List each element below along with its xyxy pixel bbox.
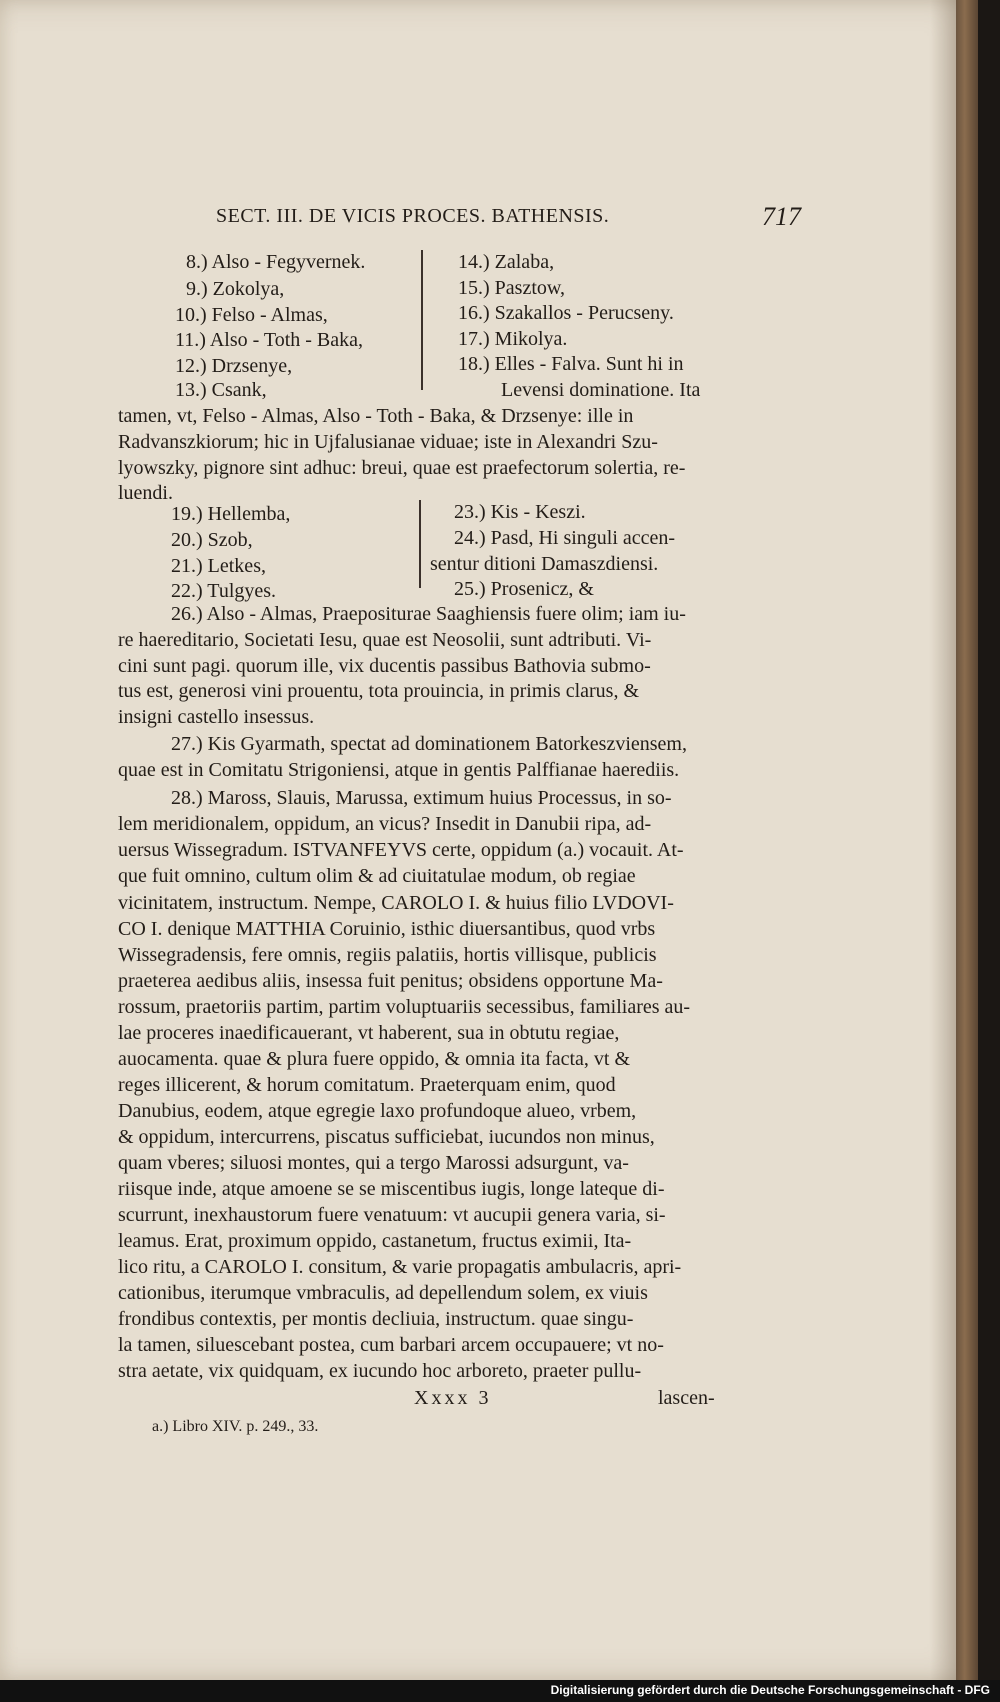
- text-line: praeterea aedibus aliis, insessa fuit penitus; obsidens opportune Ma-: [118, 970, 663, 992]
- text-line: re haereditario, Societati Iesu, quae est Neosolii, sunt adtributi. Vi-: [118, 629, 652, 651]
- list-item: 19.) Hellemba,: [171, 503, 291, 525]
- text-line: quam vberes; siluosi montes, qui a tergo Marossi adsurgunt, va-: [118, 1152, 629, 1174]
- text-line: reges illicerent, & horum comitatum. Praeterquam enim, quod: [118, 1074, 616, 1096]
- signature-mark: Xxxx 3: [414, 1387, 492, 1409]
- text-line: la tamen, siluescebant postea, cum barbari arcem occupauere; vt no-: [118, 1334, 664, 1356]
- text-line: Radvanszkiorum; hic in Ujfalusianae viduae; iste in Alexandri Szu-: [118, 431, 658, 453]
- text-line: Wissegradensis, fere omnis, regiis palatiis, hortis villisque, publicis: [118, 944, 657, 966]
- column-divider: [421, 250, 423, 390]
- list-item: 22.) Tulgyes.: [171, 580, 277, 602]
- list-item: Levensi dominatione. Ita: [501, 379, 701, 401]
- text-line: cationibus, iterumque vmbraculis, ad depellendum solem, ex viuis: [118, 1282, 648, 1304]
- text-line: quae est in Comitatu Strigoniensi, atque in gentis Palffianae haerediis.: [118, 759, 680, 781]
- text-line: 28.) Maross, Slauis, Marussa, extimum huius Processus, in so-: [171, 787, 672, 809]
- list-item: 24.) Pasd, Hi singuli accen-: [454, 527, 676, 549]
- list-item: 13.) Csank,: [175, 379, 267, 401]
- footnote: a.) Libro XIV. p. 249., 33.: [152, 1418, 319, 1435]
- text-line: tamen, vt, Felso - Almas, Also - Toth - Baka, & Drzsenye: ille in: [118, 405, 634, 427]
- text-line: que fuit omnino, cultum olim & ad ciuitatulae modum, ob regiae: [118, 865, 636, 887]
- text-line: lae proceres inaedificauerant, vt haberent, sua in obtutu regiae,: [118, 1022, 620, 1044]
- text-line: luendi.: [118, 482, 173, 504]
- running-title: SECT. III. DE VICIS PROCES. BATHENSIS.: [216, 205, 610, 227]
- text-line: Danubius, eodem, atque egregie laxo profundoque alueo, vrbem,: [118, 1100, 637, 1122]
- column-divider: [419, 500, 421, 588]
- text-line: vicinitatem, instructum. Nempe, CAROLO I. & huius filio LVDOVI-: [118, 892, 674, 914]
- text-line: 26.) Also - Almas, Praepositurae Saaghiensis fuere olim; iam iu-: [171, 603, 686, 625]
- list-item: 17.) Mikolya.: [458, 328, 568, 350]
- list-item: 15.) Pasztow,: [458, 277, 566, 299]
- text-line: rossum, praetoriis partim, partim voluptuariis secessibus, familiares au-: [118, 996, 691, 1018]
- text-line: uersus Wissegradum. ISTVANFEYVS certe, oppidum (a.) vocauit. At-: [118, 839, 684, 861]
- text-line: leamus. Erat, proximum oppido, castanetum, fructus eximii, Ita-: [118, 1230, 632, 1252]
- text-line: & oppidum, intercurrens, piscatus sufficiebat, iucundos non minus,: [118, 1126, 655, 1148]
- text-line: CO I. denique MATTHIA Coruinio, isthic diuersantibus, quod vrbs: [118, 918, 656, 940]
- text-line: scurrunt, inexhaustorum fuere venatuum: vt aucupii genera varia, si-: [118, 1204, 666, 1226]
- text-line: riisque inde, atque amoene se se miscentibus iugis, longe lateque di-: [118, 1178, 665, 1200]
- list-item: 14.) Zalaba,: [458, 251, 555, 273]
- catchword: lascen-: [658, 1387, 715, 1409]
- list-item: 20.) Szob,: [171, 529, 253, 551]
- list-item: 25.) Prosenicz, &: [454, 578, 594, 600]
- text-line: stra aetate, vix quidquam, ex iucundo hoc arboreto, praeter pullu-: [118, 1360, 642, 1382]
- page-number: 717: [762, 202, 801, 231]
- list-item: 18.) Elles - Falva. Sunt hi in: [458, 353, 684, 375]
- text-line: frondibus contextis, per montis decliuia, instructum. quae singu-: [118, 1308, 634, 1330]
- list-item: 21.) Letkes,: [171, 555, 266, 577]
- text-line: insigni castello insessus.: [118, 706, 315, 728]
- list-item: sentur ditioni Damaszdiensi.: [430, 553, 659, 575]
- list-item: 12.) Drzsenye,: [175, 355, 293, 377]
- gutter-shadow: [930, 0, 956, 1680]
- list-item: 16.) Szakallos - Perucseny.: [458, 302, 674, 324]
- text-line: auocamenta. quae & plura fuere oppido, & omnia ita facta, vt &: [118, 1048, 631, 1070]
- text-line: tus est, generosi vini prouentu, tota prouincia, in primis clarus, &: [118, 680, 640, 702]
- text-line: lyowszky, pignore sint adhuc: breui, quae est praefectorum solertia, re-: [118, 457, 686, 479]
- list-item: 8.) Also - Fegyvernek.: [186, 251, 366, 273]
- list-item: 10.) Felso - Almas,: [175, 304, 328, 326]
- list-item: 9.) Zokolya,: [186, 278, 285, 300]
- book-spine: [956, 0, 978, 1680]
- list-item: 11.) Also - Toth - Baka,: [175, 329, 364, 351]
- list-item: 23.) Kis - Keszi.: [454, 501, 586, 523]
- text-line: lem meridionalem, oppidum, an vicus? Insedit in Danubii ripa, ad-: [118, 813, 652, 835]
- text-line: lico ritu, a CAROLO I. consitum, & varie propagatis ambulacris, apri-: [118, 1256, 682, 1278]
- credit-text: Digitalisierung gefördert durch die Deutsche Forschungsgemeinschaft - DFG: [550, 1683, 990, 1697]
- text-line: cini sunt pagi. quorum ille, vix ducentis passibus Bathovia submo-: [118, 655, 651, 677]
- text-line: 27.) Kis Gyarmath, spectat ad dominationem Batorkeszviensem,: [171, 733, 687, 755]
